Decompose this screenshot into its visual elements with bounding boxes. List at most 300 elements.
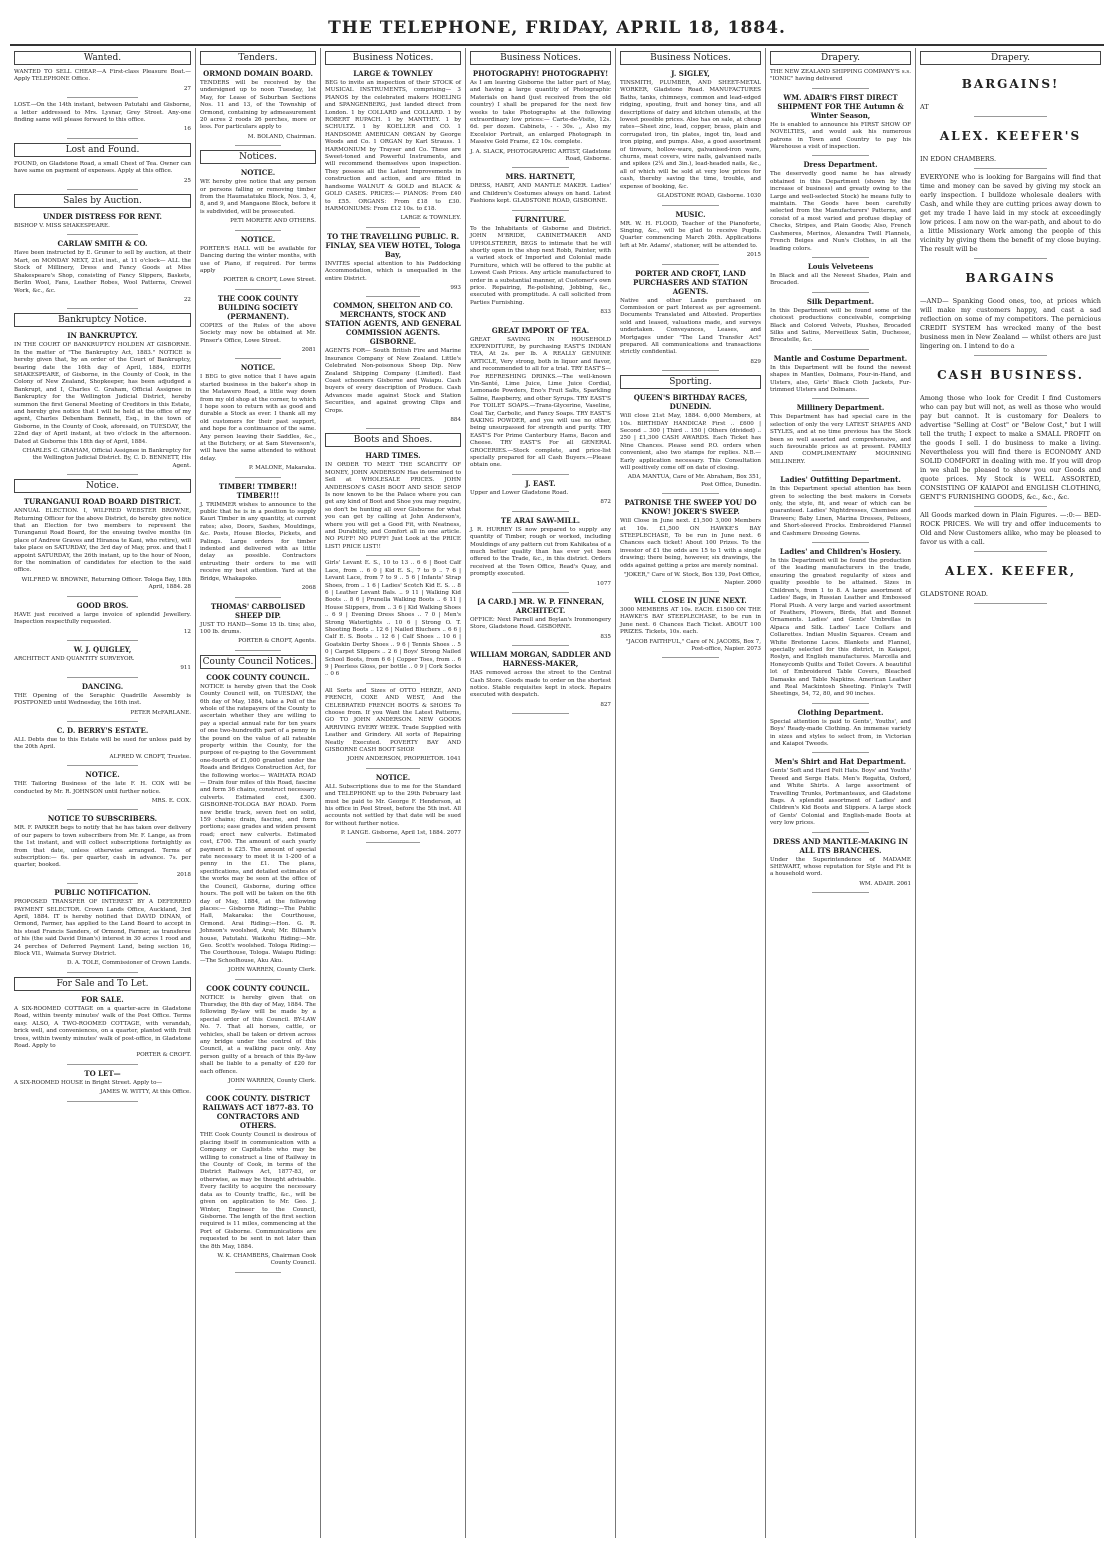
advertisement [14,497,191,591]
advertisement [470,326,611,470]
ad-title: NOTICE. [240,234,276,244]
ad-text: BISHOP V. MISS SHAKESPEARE. [14,223,110,230]
masthead: THE TELEPHONE, FRIDAY, APRIL 18, 1884. [328,18,786,38]
ad-signature: 833 [600,309,611,316]
ad-title: COMMON, SHELTON AND CO. MERCHANTS, STOCK AND STATION AGENTS, AND GENERAL COMMISSION AGENTS. GISBORNE. [325,301,461,347]
ad-title: PUBLIC NOTIFICATION. [54,888,151,898]
ad-separator [662,370,718,371]
ad-title: J. SIGLEY, [671,69,710,78]
column-4 [465,48,615,1538]
ad-text: Native and other Lands purchased on Commission or part Interest as per agreement. Documents Translated and Attested. Properties sold and leased, valuations made, and surveys undertaken. Conveyances, Leases, and Mortgages under "The Land Transfer Act" prepared. All communications and transactions strictly confidential. [620,297,761,356]
ad-signature: WM. ADAIR. 2061 [859,880,911,887]
ad-text: All Goods marked down in Plain Figures. —:0:— BED-ROCK PRICES. We will try and offer inducements to Old and New Customers alike, who may be pleased to favor us with a call. [920,511,1101,546]
ad-separator [67,234,138,235]
advertisement [920,269,1101,351]
ad-text: A SIX-ROOMED COTTAGE on a quarter-acre in Gladstone Road, within twenty minutes' walk of the Post Office. Terms easy. ALSO, A TWO-ROOMED COTTAGE, with verandah, brick well, and conveniences, on a quarter, planted with fruit trees, within twenty minutes' walk of post-office, in Gladstone Road. Apply to [14,1005,191,1049]
advertisement [620,210,761,260]
ad-separator [662,205,718,206]
ad-title: COOK COUNTY COUNCIL. [206,672,310,682]
ad-signature: "JACOB FAITHFUL," Care of N. JACOBS, Box 7, Post-office, Napier. 2073 [625,638,761,652]
ad-title: MRS. HARTNETT, [505,172,576,182]
advertisement [770,354,911,395]
advertisement [620,498,761,587]
ad-signature: JAMES W. WITTY, At this Office. [100,1089,191,1096]
ad-signature: PETI MORETE AND OTHERS. [230,218,316,225]
ad-signature: GLADSTONE ROAD, Gisborne. 1030 [657,193,761,200]
ad-text: The deservedly good name he has already obtained in this Department (shown by the increase of business) and greatly owing to the Large and well-selected Stock) he means fully to maintain. The Goods have been carefully selected from the Manufacturers' Patterns, and consist of a most varied and profuse display of Checks, Stripes, and Plain Goods; Also, French Cashmeres, Merinos, Alexandra Twill Flannels, French Beiges and Nun's Clothes, in all the leading colors. [770,171,911,252]
advertisement [770,475,911,538]
ad-text: IN ORDER TO MEET THE SCARCITY OF MONEY, JOHN ANDERSON Has determined to Sell at WHOLESALE PRICES. JOHN ANDERSON'S CASH BOOT AND SHOE SHOP Is now known to be the Palace where you can get any kind of Boot and Shoe you may require, so don't be hunting all over Gisborne for what you can get by calling at John Anderson's, where you will get a Good Fit, with Neatness, and Durability, and Comfort all in one article. NO PUFF! NO PUFF! Just Look at the PRICE LIST! PRICE LIST!! [325,462,461,550]
ad-signature: 911 [180,665,191,672]
ad-text: Among those who look for Credit I find Customers who can pay but will not, as well as those who would pay but cannot. It is customary for Dealers to advertise "Selling at Cost" or "Below Cost," but I will tell the truth; I expect to make a SMALL PROFIT on the goods I sell. I do business to make a living. Nevertheless you will find there is ECONOMY AND SOLID COMFORT in dealing with me. If you will drop in we shall be pleased to show you our Goods and quote prices. My Stock is WELL ASSORTED, CONSISTING OF KAIAPOI and ENGLISH CLOTHING, GENT'S FURNISHING GOODS, &c., &c., &c. [920,394,1101,501]
ad-text: ALL Subscriptions due to me for the Standard and TELEPHONE up to the 29th February last must be paid to Mr. George F. Henderson, at his office in Peel Street, before the 5th inst. All accounts not settled by that date will be sued for without further notice. [325,783,461,827]
ad-title: FOR SALE. [81,994,124,1004]
advertisement [770,297,911,345]
advertisement [770,837,911,889]
ad-separator [235,597,281,598]
section-header: Notices. [200,150,316,164]
ad-separator [974,258,1046,259]
ad-title: C. D. BERRY'S ESTATE. [56,725,149,735]
ad-text: Have been instructed by E. Gruner to sell by auction, at their Mart, on MONDAY NEXT, 21st inst., at 11 o'clock— ALL the Stock of Millinery, Dress and Fancy Goods at Miss Shakespeare's Shop, consisting of Fancy Slippers, Baskets, Berlin Wool, Fans, Leather Robes, Wool Patterns, Crewel Work, &c., &c. [14,250,191,294]
ad-text: LOST.—On the 14th instant, between Patutahi and Gisborne, a letter addressed to Mrs. Lysnar, Grey Street. Any-one finding same will please forward to this office. [14,102,191,124]
ad-separator [366,428,420,429]
ad-separator [812,542,868,543]
advertisement [770,160,911,252]
ad-separator [974,168,1046,169]
ad-text: All Sorts and Sizes of OTTO HERZE, AND FRENCH, COXE AND WEST, And the CELEBRATED FRENCH BOOTS & SHOES To choose from. If you Want the Latest Patterns, GO TO JOHN ANDERSON. NEW GOODS ARRIVING EVERY WEEK. Trade Supplied with Leather and Grindery. All sorts of Repairing Neatly Executed. POVERTY BAY AND GISBORNE CASH BOOT SHOP. [325,687,461,754]
ad-text: THE Tailoring Business of the late F. H. COX will be conducted by Mr. R. JOHNSON until further notice. [14,781,191,795]
ad-separator [512,321,568,322]
ad-title: IN BANKRUPTCY. [67,331,138,341]
ad-text: Special attention is paid to Gents', Youths', and Boys' Ready-made Clothing. An immense variety in sizes and styles to select from, in Victorian and Kaiapoi Tweeds. [770,718,911,747]
ad-title: PHOTOGRAPHY! PHOTOGRAPHY! [472,69,609,78]
ad-separator [67,883,138,884]
ad-separator [662,657,718,658]
ad-text: WANTED TO SELL CHEAP.—A First-class Pleasure Boat.—Apply TELEPHONE Office. [14,69,191,83]
ad-separator [366,842,420,843]
advertisement [14,682,191,717]
ad-separator [812,349,868,350]
section-header: Lost and Found. [14,143,191,157]
masthead-rule [10,44,1104,46]
ad-separator [67,596,138,597]
ad-title: UNDER DISTRESS FOR RENT. [43,212,162,222]
advertisement [325,301,461,424]
advertisement [920,173,1101,254]
ad-text: DRESS, HABIT, AND MANTLE MAKER. Ladies' and Children's Costumes always on hand. Latest Fashions kept. GLADSTONE ROAD, GISBORNE. [470,183,611,205]
advertisement [200,602,316,646]
ad-signature: 1077 [596,580,611,587]
ad-text: In this Department special attention has been given to selecting the best makers in Corsets only, the style, fit, and wear of which can be guaranteed. Ladies' Nightdresses, Chemises and Drawers; Baby Linen, Marina Dresses, Pelisses, and Short-sleeved Frocks. Embroidered Flannel and Cashmere Dressing Gowns. [770,486,911,537]
ad-separator [67,1101,138,1102]
ad-text: INVITES special attention to his Paddocking Accommodation, which is unequalled in the entire District. [325,260,461,282]
ad-signature: 22 [183,296,191,303]
ad-signature: 27 [183,85,191,92]
ad-title: MUSIC. [675,209,706,219]
ad-separator [812,292,868,293]
section-header: Drapery. [920,51,1101,65]
ad-title: THE COOK COUNTY BUILDING SOCIETY (PERMANENT). [217,293,299,321]
advertisement [770,547,911,699]
advertisement [14,726,191,761]
advertisement [470,650,611,709]
advertisement [770,708,911,749]
ad-title: [A CARD.] MR. W. P. FINNERAN, ARCHITECT. [476,596,605,615]
ad-text: Upper and Lower Gladstone Road. [470,489,569,496]
ad-title: HARD TIMES. [365,451,421,461]
ad-text: As I am leaving Gisborne the latter part of May, and having a large quantity of Photographic Materials on hand (just received from the old country) I shall be prepared for the next few weeks to take Photographs at the following extraordinary low prices:— Carte-de-Visite, 12s. 6d. per dozen. Cabinets, - - 30s. ,, Also my Excelsior Portrait, an enlarged Photograph in Massive Gold Frame, £2 10s. complete. [470,80,611,146]
ad-text: TINSMITH, PLUMBER, AND SHEET-METAL WORKER, Gladstone Road. MANUFACTURES Baths, tanks, chimneys, common and lead-edged ridging, spouting, fruit and honey tins, and all descriptions of dairy and kitchen utensils, at the lowest possible prices. Also has on sale, at cheap rates—Sheet zinc, lead, copper, brass, plain and corrugated iron, tin plates, ingot tin, lead and iron piping, and pumps. Also, a good assortment of tinware, hollow-ware, galvanised-iron ware, churns, meat covers, wire nails, galvanised nails and spikes (2¼ and 3in.), lead-headed nails, &c., all of which will be sold at very low prices for cash, thereby saving the time, trouble, and expense of booking, &c. [620,80,761,190]
advertisement [470,516,611,588]
advertisement [14,69,191,93]
ad-text: HAVE just received a large invoice of splendid Jewellery. Inspection respectfully requested. [14,611,191,626]
ad-separator [812,752,868,753]
section-header: Notice. [14,479,191,493]
ad-separator [235,358,281,359]
ad-text: —AND— Spanking Good ones, too, at prices which will make my customers happy, and cast a sad reflection on some of my competitors. The pernicious CREDIT SYSTEM has wrecked many of the best business men in New Zealand — whilst others are just lingering on. I intend to do a [920,297,1101,350]
advertisement [14,814,191,879]
ad-title: WM. ADAIR'S FIRST DIRECT SHIPMENT FOR THE Autumn & Winter Season, [777,92,904,120]
column-6 [765,48,915,1538]
ad-text: AGENTS FOR— South British Fire and Marine Insurance Company of New Zealand. Little's Celebrated Non-poisonous Sheep Dip. New Zealand Shipping Company (Limited). East Coast schooners Gisborne and Waiapu. Cash buyers of every description of Produce. Cash Advances made against Stock and Station Securities, and against growing Clips and Crops. [325,348,461,414]
ad-text: Will close 21st May, 1884. 6,000 Members, at 10s. BIRTHDAY HANDICAP. First .. £600 | Second .. 300 | Third .. 150 | Others (divided) .. 250 | £1,300 CASH AWARDS. Each Ticket has Nine Chances. Please send P.O. orders when convenient, also two stamps for replies. N.B.—Early application necessary. This Consultation will positively come off on date of closing. [620,413,761,472]
ad-signature: 884 [450,417,461,423]
ad-separator [235,979,281,980]
ad-text: THE Opening of the Seraphic Quadrille Assembly is POSTPONED until Wednesday, the 16th inst. [14,692,191,707]
ad-separator [67,308,138,309]
ad-title: COOK COUNTY COUNCIL. [206,983,310,993]
ad-title: DANCING. [81,681,124,691]
ad-separator [67,1064,138,1065]
ad-signature: 827 [600,701,611,708]
section-header: Boots and Shoes. [325,433,461,447]
ad-title: TURANGANUI ROAD BOARD DISTRICT. [23,497,182,507]
advertisement [14,161,191,185]
ad-signature: 835 [600,633,611,640]
advertisement [770,69,911,84]
ad-text: I BEG to give notice that I have again started business in the baker's shop in the Matawero Road, a little way down from my old shop at the corner, to which I hope soon to return with as good and durable a Stock as ever. I thank all my old customers for their past support, and hope for a continuance of the same. Any person leaving their Saddles, &c., at the Butchery, or at Sam Stevenson's, will have the same attended to without delay. [200,374,316,462]
advertisement [470,69,611,163]
ad-separator [67,474,138,475]
ad-signature: 829 [750,358,761,365]
ad-signature: "JOKER," Care of W. Stock, Box 139, Post Office, Napier. 2060 [623,572,761,586]
column-3 [320,48,465,1538]
ad-text: FOUND, on Gladstone Road, a small Chest of Tea. Owner can have same on payment of expenses. Apply at this office. [14,160,191,175]
ad-text: BEG to invite an inspection of their STOCK of MUSICAL INSTRUMENTS, comprising— 3 PIANOS by the celebrated makers HOELING and SPANGENBERG, just landed direct from London. 1 by COLLARD and COLLARD. 1 by ROBERT RUPACH. 1 by MANTHEY. 1 by SCHULTZ. 1 by KOELLER and CO. 1 HANDSOME AMERICAN ORGAN by George Woods and Co. 1 ORGAN by Karl Strauss. 1 HARMONIUM by Trayser and Co. These are Sweet-toned and Powerful Instruments, and will recommend themselves upon inspection. They possess all the Latest Improvements in construction and action, and are fitted in handsome WALNUT & GOLD and BLACK & GOLD CASES. PRICES:— PIANOS: From £40 to £55. ORGANS: From £18 to £30. HARMONIUMS: From £12 10s. to £18. [325,80,461,212]
ad-signature: PETER McFARLANE. [130,709,191,716]
advertisement [14,102,191,134]
ad-separator [67,97,138,98]
ad-text: A SIX-ROOMED HOUSE in Bright Street. Apply to— [14,1079,163,1086]
section-header: County Council Notices. [200,655,316,669]
ad-separator [67,640,138,641]
advertisement [620,596,761,653]
ad-signature: J. A. SLACK, PHOTOGRAPHIC ARTIST, Gladstone Road, Gisborne. [470,148,611,163]
ad-text: HAS removed across the street to the Central Cash Store. Goods made to order on the shortest notice. Stable requisites kept in stock. Repairs executed with despatch. [470,670,611,699]
ad-title: Mantle and Costume Department. [773,353,908,363]
ad-title: NOTICE TO SUBSCRIBERS. [47,814,158,824]
section-header: For Sale and To Let. [14,977,191,991]
ad-signature: M. BOLAND, Chairman. [247,133,316,140]
ad-separator [812,88,868,89]
ad-title: QUEEN'S BIRTHDAY RACES, DUNEDIN. [633,393,748,412]
ad-separator [812,832,868,833]
advertisement [14,645,191,673]
section-header: Business Notices. [470,51,611,65]
ad-signature: W. K. CHAMBERS, Chairman Cook County Council. [217,1252,316,1267]
ad-separator [67,189,138,190]
ad-text: Gents' Soft and Hard Felt Hats. Boys' and Youths' Tweed and Serge Hats. Men's Regatta, Oxford, and White Shirts. A large assortment of Travelling Trunks, Portmanteaux, and Gladstone Bags. A splendid assortment of Ladies' and Children's Kid Boots and Slippers. A large stock of Gents' Colonial and English-made Boots at very low prices. [770,768,911,827]
ad-title: Ladies' Outfitting Department. [780,475,901,485]
ad-signature: 993 [450,284,461,291]
ad-separator [974,551,1046,552]
advertisement [14,888,191,968]
ad-text: NOTICE is hereby given that on Thursday, the 8th day of May, 1884. The following By-law will be made by a special order of this Council. BY-LAW No. 7. That all horses, cattle, or vehicles, shall be taken or driven across any bridge under the control of this Council, at a walking pace only. Any person guilty of a breach of this By-law shall be liable to a penalty of £20 for each offence. [200,994,316,1075]
ad-text: IN THE COURT OF BANKRUPTCY HOLDEN AT GISBORNE. In the matter of "The Bankruptcy Act, 1883." NOTICE is hereby given that, by an order of the Court of Bankruptcy, bearing date the 16th day of April, 1884, EDITH SHAKESPEARE, of Gisborne, in the County of Cook, in the Colony of New Zealand, Shopkeeper, has been adjudged a Bankrupt, and I, Charles C. Graham, Official Assignee in Bankruptcy for the Wellington Judicial District, hereby summon the first General Meeting of Creditors in this Estate, and hereby give notice that I will be held at the office of my agent, Charles Debenham Bennett, Esq., in the town of Gisborne, in the County of Cook, aforesaid, on TUESDAY, the 22nd day of April instant, at two o'clock in the afternoon. Dated at Gisborne this 18th day of April, 1884. [14,342,191,445]
ad-title: THOMAS' CARBOLISED SHEEP DIP. [210,601,306,620]
advertisement [770,757,911,827]
ad-signature: 2018 [176,871,191,878]
ad-title: Clothing Department. [797,707,884,717]
ad-signature: WILFRED W. BROWNE, Returning Officer. Tologa Bay, 18th April, 1884. 28 [21,576,191,591]
ad-text: THE Cook County Council is desirous of placing itself in communication with a Company or Capitalists who may be willing to construct a line of Railway in the County of Cook, in terms of the District Railways Act, 1877-83, or otherwise, as may be thought advisable. Every facility to acquire the necessary data as to County traffic, &c., will be given on application to Mr. Geo. J. Winter, Engineer to the Council, Gisborne. The length of the first section required is 11 miles, commencing at the Port of Gisborne. Communications are requested to be sent in not later than the 8th May, 1884. [200,1132,316,1250]
column-1 [10,48,195,1538]
advertisement [770,262,911,288]
section-header: Business Notices. [620,51,761,65]
ad-text: In this Department will be found some of the choicest productions conceivable, comprising Black and Colored Velvets, Plushes, Brocaded Silks and Satins, Merveilleux Satin, Duchesse, Brocatelle, &c. [770,307,911,344]
ad-text: THE NEW ZEALAND SHIPPING COMPANY'S s.s. "IONIC" having delivered [770,69,911,83]
ad-signature: LARGE & TOWNLEY. [400,215,461,222]
advertisement [620,393,761,489]
ad-separator [662,591,718,592]
ad-text: This Department has had special care in the selection of only the very LATEST SHAPES AND STYLES, and at no time previous has the Stock been so well assorted and comprehensive, and such favourable prices as at present. FAMILY AND COMPLIMENTARY MOURNING MILLINERY. [770,414,911,465]
ad-separator [67,138,138,139]
ad-separator [67,721,138,722]
ad-title: BARGAINS! [961,77,1060,91]
advertisement [770,93,911,152]
ad-text: GREAT SAVING IN HOUSEHOLD EXPENDITURE, by purchasing EAST'S INDIAN TEA, At 2s. per lb. A REALLY GENUINE ARTICLE, Very strong, both in liquor and flavor, and recommended to all for a trial. TRY EAST'S— For REFRESHING DRINKS.—The well-known Vin-Santé, Lime Juice, Lime Juice Cordial, Lemonade Powders, Eno's Fruit Salts, Sparkling Saline, Raspberry, and other Syrups. TRY EAST'S For TOILET SOAPS.—Trans-Glycerine, Vaseline, Coal Tar, Carbolic, and Fancy Soaps. TRY EAST'S BAKING POWDER, and you will use no other, being unsurpassed for strength and purity. TRY EAST'S For Prime Canterbury Hams, Bacon and Cheese. TRY EAST'S For all GENERAL GROCERIES.—Stock complete, and price-list specially prepared for all Cash Buyers.—Please obtain one. [470,336,611,469]
section-header: Drapery. [770,51,911,65]
advertisement [325,69,461,223]
ad-title: PORTER AND CROFT, LAND PURCHASERS AND STATION AGENTS. [633,268,748,296]
advertisement [620,269,761,367]
ad-title: ALEX. KEEFER, [944,564,1077,578]
ad-text: To the Inhabitants of Gisborne and District. JOHN M'BRIDE, CABINETMAKER AND UPHOLSTERER, BEGS to intimate that he will shortly open in the shop next Robb, Painter, with a varied stock of Imported and Colonial made Furniture, which will be offered to the public at Lowest Cash Prices. Any article manufactured to order in a substantial manner, at Customer's own price. Repairing, Re-polishing, Jobbing, &c., executed with promptitude. A call solicited from Parties Furnishing. [470,225,611,306]
ad-title: FURNITURE. [514,214,567,224]
ad-text: PROPOSED TRANSFER OF INTEREST BY A DEFERRED PAYMENT SELECTOR. Crown Lands Office, Auckland, 3rd April, 1884. IT is hereby notified that DAVID DINAN, of Ormond, Farmer, has applied to the Land Board to accept in his stead Francis Sanders, of Ormond, Farmer, as transferee of his (the said David Dinan's) interest in 30 acres 1 rood and 24 perches of Deferred Payment Land, being section 16, Block VII., Waimata Survey District. [14,899,191,958]
advertisement [770,403,911,466]
ad-separator [67,677,138,678]
ad-text: NOTICE is hereby given that the Cook County Council will, on TUESDAY, the 6th day of May, 1884, take a Poll of the whole of the ratepayers of the County to ascertain whether they are willing to pay a special annual rate for ten years of one two-hundredth part of a penny in the pound on the value of all rateable property within the County, for the purpose of re-paying to the Government one-fourth of £1,000 granted under the Roads and Bridges Construction Act, for the following works:— WAIHATA ROAD— Drain four miles of this Road, fascine and form 36 chains, construct necessary culverts. Estimated cost, £300. GISBORNE-TOLOGA BAY ROAD. Form new bridle track, seven feet on solid, 159 chains; drain, fascine, and form portions; ease grades and widen present road; erect new culverts. Estimated cost, £700. The amount of each yearly payment is £25. The amount of special rate necessary to meet it is 1-200 of a penny in the £1. The plans, specifications, and detailed estimates of the works may be seen at the office of the Council, Gisborne, during office hours. The poll will be taken on the 6th day of May, 1884, at the following places:— Gisborne Riding:—The Public Hall, Makaraka: the Courthouse, Ormond. Arai Riding:—Hon. G. R. Johnson's woolshed, Arai; Mr. Bilham's house, Patutahi. Waikohu Riding:—Mr. Geo. Scott's woolshed. Tologa Riding:—The Courthouse, Tologa. Waiapu Riding:—The Schoolhouse, Aku Aku. [200,683,316,964]
ad-title: TO THE TRAVELLING PUBLIC. R. FINLAY, SEA VIEW HOTEL, Tologa Bay, [325,231,461,259]
ad-signature: 16 [183,126,191,133]
advertisement [470,215,611,317]
ad-separator [512,167,568,168]
ad-signature: P. MALONE, Makaraka. [248,465,316,472]
ad-text: AT [920,103,929,111]
ad-title: CARLAW SMITH & CO. [57,239,148,249]
ad-text: In this Department will be found the newest shapes in Mantles, Dolmans, Four-in-Hand, and Ulsters, also, Girls' Black Cloth Jackets, Fur-trimmed Ulsters and Dolmans. [770,364,911,393]
advertisement [325,773,461,838]
ad-separator [67,765,138,766]
advertisement [14,331,191,470]
section-header: Tenders. [200,51,316,65]
ad-separator [67,972,138,973]
ad-text: IN EDON CHAMBERS. [920,155,997,163]
ad-text: J. R. HURREY IS now prepared to supply any quantity of Timber, rough or worked, including Mouldings of any pattern cut from Kahikatea of a much better quality than has ever yet been offered to the Trade, &c., in this district. Orders received at the Town Office, Read's Quay, and promptly executed. [470,526,611,578]
advertisement [14,1069,191,1097]
advertisement [200,984,316,1086]
ad-title: Silk Department. [806,296,875,306]
ad-signature: 25 [183,177,191,184]
ad-separator [662,493,718,494]
ad-signature: 2015 [746,252,761,259]
ad-text: TENDERS will be received by the undersigned up to noon Tuesday, 1st May, for Lease of Suburban Sections Nos. 11 and 13, of the Township of Ormond, containing by admeasurement 20 acres 2 roods 26 perches, more or less. For particulars apply to [200,80,316,131]
ad-text: OFFICE: Next Parnell and Boylan's Ironmongery Store, Gladstone Road. GISBORNE. [470,616,611,631]
ad-signature: PORTER & CROFT, Agents. [238,638,316,645]
advertisement [920,562,1101,599]
ad-text: Under the Superintendence of MADAME SHEWART, whose reputation for Style and Fit is a household word. [770,856,911,878]
advertisement [200,482,316,593]
advertisement [920,366,1101,502]
ad-signature: PORTER & CROFT. [136,1052,191,1059]
advertisement [920,127,1101,164]
ad-title: ORMOND DOMAIN BOARD. [203,69,313,78]
ad-text: GLADSTONE ROAD. [920,590,988,598]
ad-separator [512,713,568,714]
advertisement [325,688,461,764]
column-2 [195,48,320,1538]
advertisement [200,673,316,975]
advertisement [325,451,461,551]
ad-text: MR. F. PARKER begs to notify that he has taken over delivery of our papers to town subscribers from Mr. F. Lange, as from the 1st instant, and will collect subscriptions fortnightly as from that date, unless otherwise arranged. Terms of subscription:— 6s. per quarter, cash in advance. 7s. per quarter, booked. [14,825,191,869]
section-header: Business Notices. [325,51,461,65]
ad-separator [512,474,568,475]
advertisement [325,560,461,679]
ad-separator [974,116,1046,117]
advertisement [14,239,191,304]
ad-separator [235,289,281,290]
ad-separator [366,555,420,556]
ad-title: TE ARAI SAW-MILL. [500,515,581,525]
ad-title: WILL CLOSE IN JUNE NEXT. [634,595,747,605]
advertisement [14,601,191,636]
ad-signature: ADA MANTUA, Care of Mr. Abraham, Box 351, Post Office, Dunedin. [627,474,761,488]
advertisement [470,597,611,641]
ad-title: GREAT IMPORT OF TEA. [491,325,590,335]
section-header: Bankruptcy Notice. [14,313,191,327]
advertisement [470,479,611,507]
ad-signature: D. A. TOLE, Commissioner of Crown Lands. [66,960,191,967]
advertisement [200,235,316,285]
ad-title: CASH BUSINESS. [937,368,1084,382]
ad-separator [812,470,868,471]
ad-separator [67,809,138,810]
ad-separator [662,264,718,265]
column-7 [915,48,1105,1538]
ad-signature: JOHN WARREN, County Clerk. [228,1078,316,1085]
advertisement [200,294,316,355]
ad-title: NOTICE. [240,363,276,373]
ad-text: He is enabled to announce his FIRST SHOW OF NOVELTIES, and would ask his numerous patrons in Town and Country to pay his Warehouse a visit of inspection. [770,121,911,151]
ad-separator [812,892,868,893]
ad-title: COOK COUNTY. DISTRICT RAILWAYS ACT 1877-83. TO CONTRACTORS AND OTHERS. [202,1094,314,1131]
ad-title: BARGAINS [965,271,1056,285]
advertisement [920,511,1101,547]
ad-signature: 2068 [301,585,316,592]
ad-signature: 872 [600,499,611,506]
ad-text: Girls' Levant E. S., 10 to 13 .. 6 6 | Boot Calf Lace, from .. 6 0 | Kid E. S., 7 to 9 .. 7 6 | Levant Lace, from 7 to 9 .. 5 6 | Infants' Strap Shoes, from .. 1 6 | Ladies' Scotch Kid E. S. .. 8 6 | Leather Levant Bals. .. 9 11 | Walking Kid Boots .. 8 6 | Prunella Walking Boots .. 6 11 | House Slippers, from .. 3 6 | Kid Walking Shoes .. 6 9 | Evening Dress Shoes .. 7 0 | Men's Strong Watertights .. 10 6 | Strong O. T. Shooting Boots .. 12 6 | Nailed Bluchers .. 6 6 | Calf E. S. Boots .. 12 6 | Calf Shoes .. 10 6 | Goatskin Derby Shoes .. 9 6 | Tennis Shoes .. 5 0 | Carpet Slippers .. 2 6 | Boys' Strong Nailed School Boots, from 6 6 | Copper Toes, from .. 6 9 | Peerless Gloss, per bottle .. 0 9 | Cork Socks .. 0 6 [325,560,461,678]
ad-separator [512,210,568,211]
ad-text: EVERYONE who is looking for Bargains will find that time and money can be saved by giving my stock an early inspection. I bulldoze wholesale dealers with Cash, and while they are cutting prices away down to get my trade I have laid in my stock at exceedingly low prices. I am now on the war-path, and about to do a little Missionary Work among the people of this vicinity by giving them the benefit of my close buying. The result will be [920,173,1101,253]
advertisement [200,1094,316,1267]
ad-text: COPIES of the Rules of the above Society may now be obtained at Mr. Pinser's Office, Lowe Street. [200,322,316,344]
advertisement [620,69,761,201]
advertisement [14,770,191,805]
ad-text: J. TRIMMER wishes to announce to the public that he is in a position to supply Kauri Timber in any quantity, at current rates; also, Doors, Sashes, Mouldings, &c. Posts, House Blocks, Pickets, and Palings. Large orders for timber indented and delivered with as little delay as possible. Contractors entrusting their orders to me will receive my best attention. Yard at the Bridge, Whakapoko. [200,501,316,582]
ad-title: NOTICE. [240,168,276,178]
ad-text: ARCHITECT AND QUANTITY SURVEYOR. [14,655,135,662]
ad-text: Will Close in June next. £1,500 3,000 Members at 10s. £1,500 ON HAWKE'S BAY STEEPLECHASE, To be run in June next. 6 Chances each ticket! About 100 Prizes. To the investor of £1 the odds are 15 to 1 with a single drawing; there being, however, six drawings, the odds against getting a prize are merely nominal. [620,518,761,569]
ad-separator [812,398,868,399]
ad-separator [366,227,420,228]
ad-title: TIMBER! TIMBER!! TIMBER!!! [218,481,298,500]
column-5 [615,48,765,1538]
advertisement [200,69,316,141]
ad-title: Men's Shirt and Hat Department. [774,757,907,767]
ad-signature: 2081 [301,346,316,353]
ad-signature: CHARLES C. GRAHAM, Official Assignee in Bankruptcy for the Wellington Judicial District. By, C. D. BENNETT, His Agent. [22,448,191,469]
ad-separator [235,477,281,478]
ad-title: LARGE & TOWNLEY [353,69,433,78]
section-header: Wanted. [14,51,191,65]
ad-separator [974,506,1046,507]
ad-signature: JOHN ANDERSON, PROPRIETOR. 1041 [347,756,461,763]
advertisement [920,75,1101,112]
ad-text: In this Department will be found the production of the leading manufacturers in the trade, ensuring the greatest regularity of sizes and quality possible to be attained. Sizes in Children's, from 1 to 8. A large assortment of Ladies' Bags, in Russian Leather and Embossed Floral Plush. A very large and varied assortment of Feathers, Flowers, Birds, Hat and Bonnet Ornaments. Ladies' and Gents' Umbrellas in Alpaca and Silk. Ladies' Lace Collars and Collarettes. Indian Muslin Squares. Cream and White Bretonne Laces. Blankets and Flannel, specially selected for this district, in Kaiapoi, Roslyn, and English manufactures. Marcella and Honeycomb Quilts and Toilet Covers. A beautiful lot of Embroidered Table Covers, Bleached Damasks and Table Napkins. American Leather and Real Mackintosh Sheeting. Finlay's Twill Sheetings, 54, 72, 80, and 90 inches. [770,558,911,698]
ad-title: DRESS AND MANTLE-MAKING IN ALL ITS BRANCHES. [772,836,909,855]
ad-text: ANNUAL ELECTION. I, WILFRED WEBSTER BROWNE, Returning Officer for the above District, do hereby give notice that an Election for two members to represent the Turanganui Road Board, for the ensuing twelve months (in place of Andrew Graves and Hiranoa te Kani, who retire), will take place on SATURDAY, the 3rd day of May, prox. and that I appoint SATURDAY, the 26th instant, up to the hour of Noon, for the nomination of candidates for election to the said office. [14,508,192,574]
ad-separator [235,1089,281,1090]
ad-separator [812,257,868,258]
ad-title: Louis Velveteens [807,261,874,271]
ad-title: W. J. QUIGLEY, [73,644,132,654]
section-header: Sales by Auction. [14,194,191,208]
ad-title: PATRONISE THE SWEEP YOU DO KNOW! JOKER'S SWEEP. [624,498,757,517]
ad-separator [512,592,568,593]
ad-text: ALL Debts due to this Estate will be sued for unless paid by the 20th April. [14,736,191,751]
ad-title: TO LET— [84,1068,121,1078]
advertisement [14,995,191,1060]
ad-signature: P. LANGE. Gisborne, April 1st, 1884. 2077 [340,830,461,837]
ad-title: NOTICE. [375,772,411,782]
ad-signature: JOHN WARREN, County Clerk. [228,967,316,974]
advertisement [200,168,316,225]
ad-title: ALEX. KEEFER'S [939,129,1082,143]
ad-signature: PORTER & CROFT, Lowe Street. [223,277,316,284]
ad-separator [366,768,420,769]
ad-separator [235,230,281,231]
advertisement [325,232,461,293]
ad-separator [235,145,281,146]
ad-title: GOOD BROS. [76,600,129,610]
ad-text: PORTER'S HALL will be available for Dancing during the winter months, with use of Piano, if required. For terms apply [200,245,316,274]
ad-separator [366,683,420,684]
section-header: Sporting. [620,375,761,389]
ad-separator [512,511,568,512]
ad-separator [812,703,868,704]
